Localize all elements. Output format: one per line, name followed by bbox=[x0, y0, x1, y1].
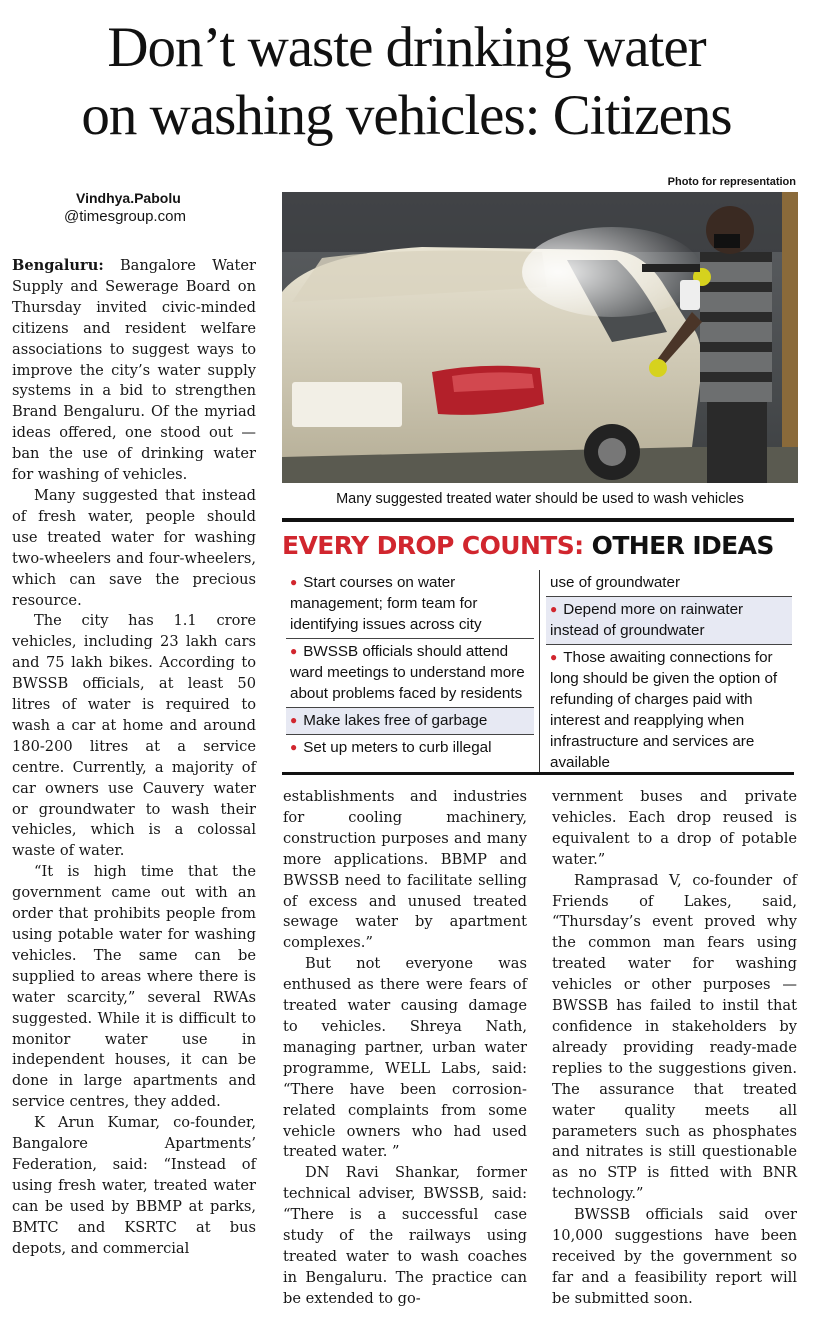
paragraph: Ramprasad V, co-founder of Friends of Lakes, said, “Thursday’s event proved why the common man fears using treated water for washing vehicles or other purposes — BWSSB has failed to instil that confidence in stakeholders by already providing ready-made replies to the suggestions given. The assurance that treated water quality meets all parameters such as phosphates and nitrates is still questionable as no STP is fitted with BNR technology.” bbox=[552, 871, 797, 1203]
box-title bbox=[282, 526, 794, 566]
paragraph: vernment buses and private vehicles. Each drop reused is equivalent to a drop of potable water.” bbox=[552, 788, 797, 868]
paragraph bbox=[12, 256, 256, 486]
byline bbox=[64, 190, 254, 225]
headline-line-1: Don’t waste drinking water bbox=[107, 16, 706, 79]
idea-item bbox=[546, 645, 792, 776]
box-bottom-rule bbox=[282, 772, 794, 775]
idea-item bbox=[286, 708, 534, 735]
box-title-black: OTHER IDEAS bbox=[591, 531, 774, 560]
idea-text: Make lakes free of garbage bbox=[303, 712, 488, 729]
paragraph: The city has 1.1 crore vehicles, including 23 lakh cars and 75 lakh bikes. According to BWSSB officials, at least 50 litres of water is required to wash a car at home and around 180-200 litres at a service centre. Currently, a majority of car owners use Cauvery water or groundwater to wash their vehicles, which is a colossal waste of water. bbox=[12, 612, 256, 860]
headline bbox=[0, 14, 813, 150]
paragraph-text: Bangalore Water Supply and Sewerage Board on Thursday invited civic-minded citizens and resident welfare associations to suggest ways to improve the city’s water supply systems in a bid to strengthen Brand Bengaluru. Of the myriad ideas offered, one stood out — ban the use of drinking water for washing of vehicles. bbox=[12, 257, 257, 484]
bullet-icon: ● bbox=[290, 740, 298, 754]
paragraph: DN Ravi Shankar, former technical adviser, BWSSB, said: “There is a successful case study of the railways using treated water to wash coaches in Bengaluru. The practice can be extended to go- bbox=[283, 1164, 527, 1307]
ideas-right-column bbox=[546, 570, 792, 776]
idea-text: Those awaiting connections for long should be given the option of refunding of charges paid with interest and reapplying when infrastructure and services are available bbox=[550, 649, 778, 771]
article-column-2 bbox=[283, 787, 527, 1310]
bullet-icon: ● bbox=[290, 575, 298, 589]
byline-name: Vindhya.Pabolu bbox=[76, 190, 181, 206]
car-wash-illustration bbox=[282, 192, 798, 483]
other-ideas-box bbox=[282, 518, 794, 776]
idea-text: Start courses on water management; form team for identifying issues across city bbox=[290, 574, 482, 633]
headline-line-2: on washing vehicles: Citizens bbox=[81, 84, 732, 147]
paragraph: establishments and industries for cooling machinery, construction purposes and many more applications. BBMP and BWSSB need to facilitate selling of excess and unused treated sewage water by apartment complexes.” bbox=[283, 788, 527, 952]
bullet-icon: ● bbox=[550, 650, 558, 664]
idea-item bbox=[546, 597, 792, 645]
idea-text: Set up meters to curb illegal bbox=[303, 739, 492, 756]
paragraph: “It is high time that the government came out with an order that prohibits people from using potable water for washing vehicles. The same can be supplied to areas where there is water scarcity,” several RWAs suggested. While it is difficult to monitor water use in independent houses, it can be done in large apartments and service centres, they added. bbox=[12, 863, 256, 1111]
box-title-red: EVERY DROP COUNTS: bbox=[282, 531, 584, 560]
paragraph: Many suggested that instead of fresh water, people should use treated water for washing two-wheelers and four-wheelers, which can save the precious resource. bbox=[12, 486, 256, 609]
dateline: Bengaluru: bbox=[12, 257, 104, 274]
byline-email: @timesgroup.com bbox=[64, 208, 186, 225]
bullet-icon: ● bbox=[290, 644, 298, 658]
idea-text: Depend more on rainwater instead of groundwater bbox=[550, 601, 744, 639]
box-top-rule bbox=[282, 518, 794, 522]
box-divider bbox=[539, 570, 540, 774]
article-column-1 bbox=[12, 256, 256, 1260]
idea-item bbox=[286, 735, 534, 761]
idea-item bbox=[286, 570, 534, 639]
photo-credit: Photo for representation bbox=[667, 176, 796, 188]
paragraph: But not everyone was enthused as there were fears of treated water causing damage to vehicles. Shreya Nath, managing partner, urban water programme, WELL Labs, said: “There have been corrosion-related complaints from some vehicle owners who had used treated water. ” bbox=[283, 955, 527, 1161]
ideas-left-column bbox=[286, 570, 534, 761]
idea-continuation: use of groundwater bbox=[546, 570, 792, 597]
idea-item bbox=[286, 639, 534, 708]
article-column-3 bbox=[552, 787, 797, 1310]
paragraph: K Arun Kumar, co-founder, Bangalore Apartments’ Federation, said: “Instead of using fresh water, treated water can be used by BBMP at parks, BMTC and KSRTC at bus depots, and commercial bbox=[12, 1114, 256, 1257]
idea-text: BWSSB officials should attend ward meetings to understand more about problems faced by residents bbox=[290, 643, 525, 702]
bullet-icon: ● bbox=[290, 713, 298, 727]
photo-caption: Many suggested treated water should be used to wash vehicles bbox=[336, 491, 744, 507]
bullet-icon: ● bbox=[550, 602, 558, 616]
car-wash-photo bbox=[282, 192, 798, 483]
paragraph: BWSSB officials said over 10,000 suggestions have been received by the government so far and a feasibility report will be submitted soon. bbox=[552, 1206, 797, 1307]
